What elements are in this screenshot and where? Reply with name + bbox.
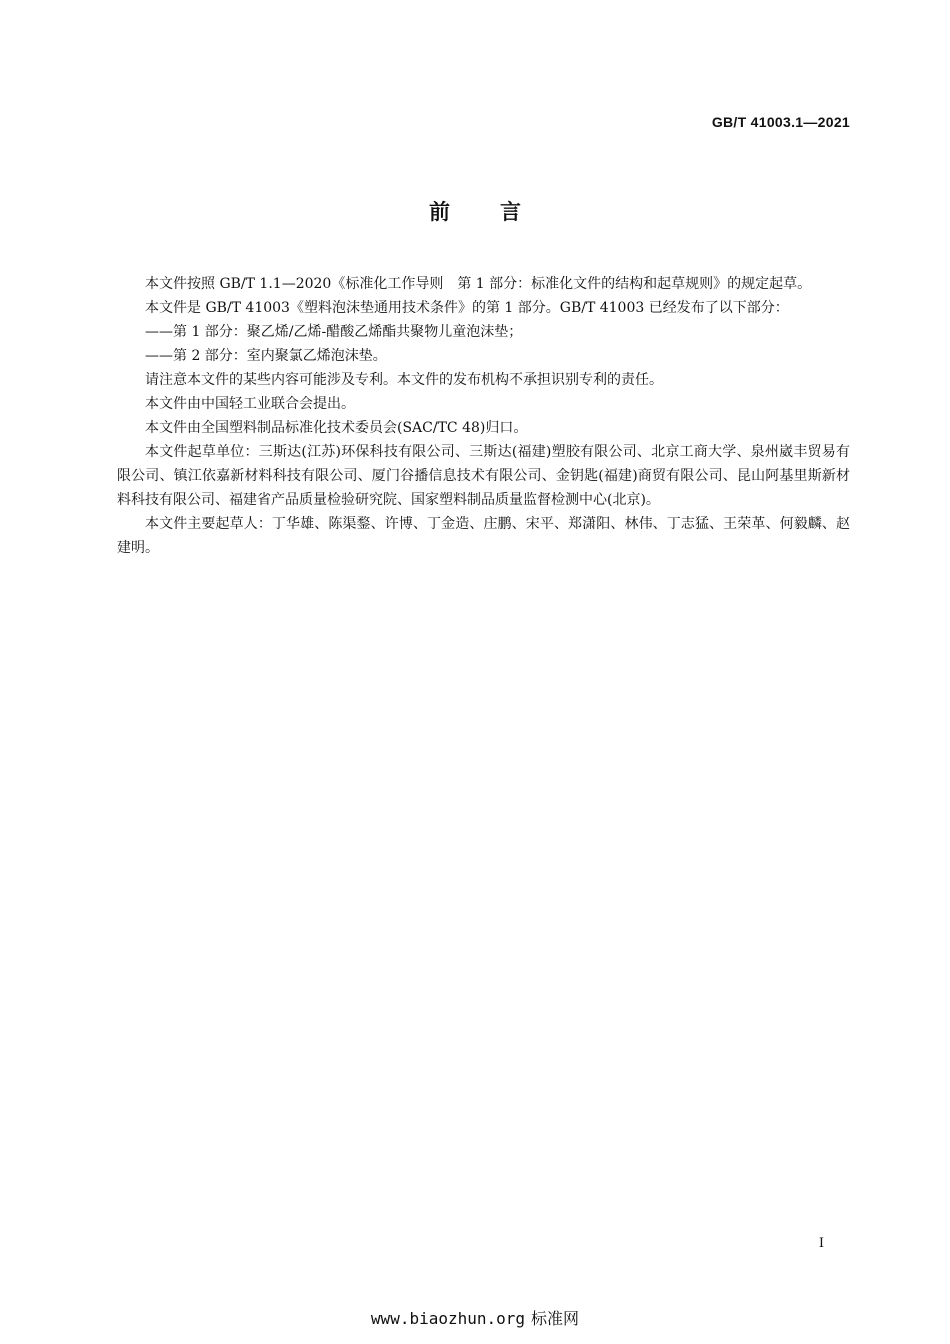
- footer-site-name: 标准网: [531, 1309, 580, 1328]
- paragraph-drafting-rules: 本文件按照 GB/T 1.1—2020《标准化工作导则 第 1 部分：标准化文件的结构和起草规则》的规定起草。: [145, 276, 812, 292]
- paragraph-drafting-units: 本文件起草单位：三斯达(江苏)环保科技有限公司、三斯达(福建)塑胶有限公司、北京工商大学、泉州崴丰贸易有限公司、镇江依嘉新材料科技有限公司、厦门谷播信息技术有限公司、金钥匙(福建)商贸有限公司、昆山阿基里斯新材料科技有限公司、福建省产品质量检验研究院、国家塑料制品质量监督检测中心(北京)。: [117, 444, 850, 508]
- paragraph-main-drafters: 本文件主要起草人：丁华雄、陈渠鍪、许博、丁金造、庄鹏、宋平、郑潇阳、林伟、丁志猛、王荣革、何毅麟、赵建明。: [117, 516, 850, 556]
- list-item-part-1: ——第 1 部分：聚乙烯/乙烯-醋酸乙烯酯共聚物儿童泡沫垫；: [145, 324, 523, 340]
- page-title: 前言: [429, 200, 571, 224]
- footer-watermark: [0, 1306, 950, 1329]
- document-body: [117, 272, 850, 560]
- standard-number: GB/T 41003.1—2021: [711, 114, 850, 130]
- footer-url[interactable]: www.biaozhun.org: [370, 1309, 526, 1328]
- paragraph-patent-notice: 请注意本文件的某些内容可能涉及专利。本文件的发布机构不承担识别专利的责任。: [145, 372, 663, 388]
- paragraph-technical-committee: 本文件由全国塑料制品标准化技术委员会(SAC/TC 48)归口。: [145, 420, 528, 436]
- paragraph-proposer: 本文件由中国轻工业联合会提出。: [145, 396, 355, 412]
- page-number: I: [818, 1236, 824, 1251]
- list-item-part-2: ——第 2 部分：室内聚氯乙烯泡沫垫。: [145, 348, 387, 364]
- paragraph-standard-parts: 本文件是 GB/T 41003《塑料泡沫垫通用技术条件》的第 1 部分。GB/T 41003 已经发布了以下部分：: [145, 300, 789, 316]
